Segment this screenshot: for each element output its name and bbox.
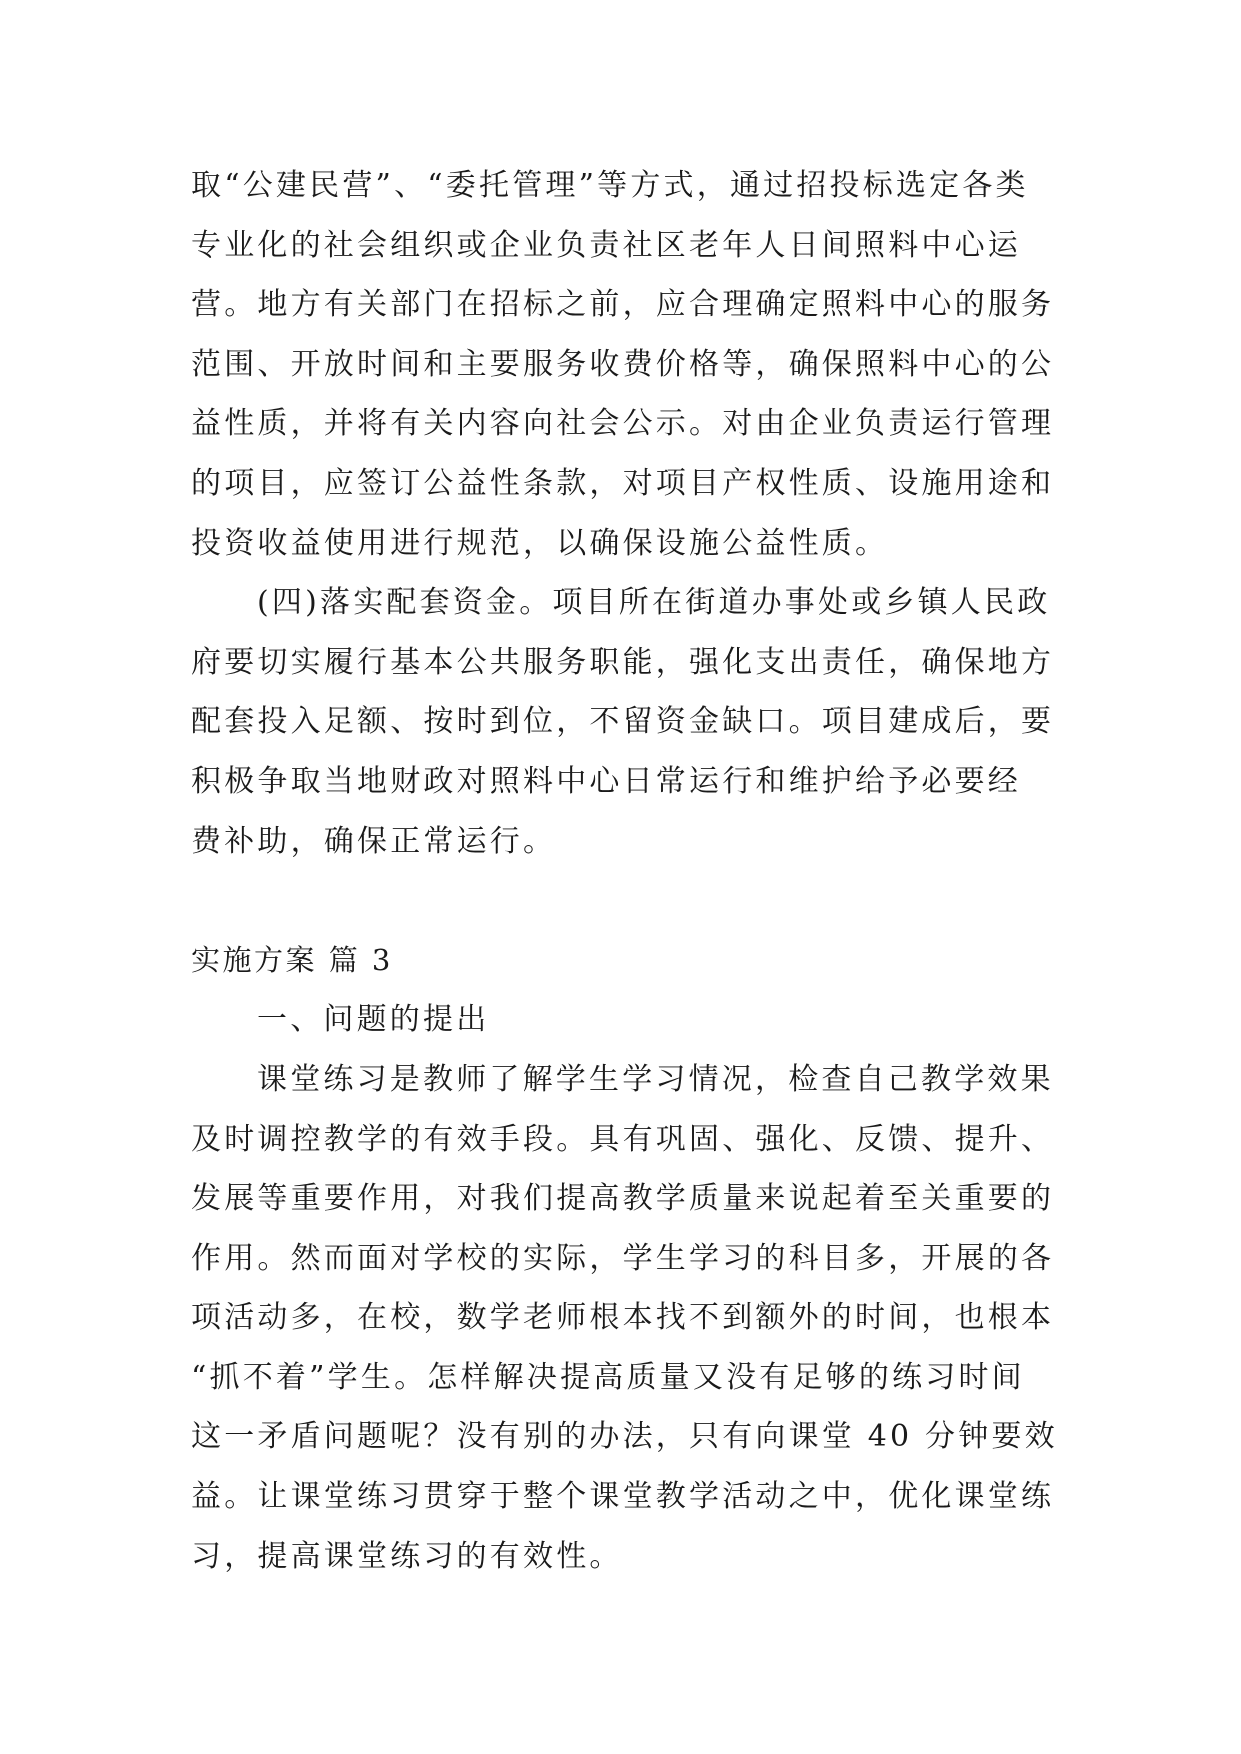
paragraph-line: 府要切实履行基本公共服务职能，强化支出责任，确保地方 bbox=[191, 644, 1055, 680]
paragraph-line: 费补助，确保正常运行。 bbox=[191, 823, 557, 859]
paragraph-line: 范围、开放时间和主要服务收费价格等，确保照料中心的公 bbox=[191, 346, 1055, 382]
paragraph-line: “抓不着”学生。怎样解决提高质量又没有足够的练习时间 bbox=[191, 1359, 1025, 1395]
paragraph-line: 取“公建民营”、“委托管理”等方式，通过招投标选定各类 bbox=[191, 168, 1029, 203]
paragraph-line: 专业化的社会组织或企业负责社区老年人日间照料中心运 bbox=[191, 227, 1021, 263]
paragraph-first-line: (四)落实配套资金。项目所在街道办事处或乡镇人民政 bbox=[257, 585, 1051, 621]
section-spacer bbox=[191, 871, 1051, 931]
paragraph-line: 这一矛盾问题呢？没有别的办法，只有向课堂 40 分钟要效 bbox=[191, 1419, 1058, 1455]
paragraph-matching-funds bbox=[191, 573, 1055, 871]
paragraph-line: 作用。然而面对学校的实际，学生学习的科目多，开展的各 bbox=[191, 1240, 1055, 1276]
section-title: 实施方案 篇 3 bbox=[191, 942, 393, 977]
paragraph-line: 项活动多，在校，数学老师根本找不到额外的时间，也根本 bbox=[191, 1300, 1055, 1336]
paragraph-line: 益性质，并将有关内容向社会公示。对由企业负责运行管理 bbox=[191, 406, 1055, 442]
paragraph-line: 营。地方有关部门在招标之前，应合理确定照料中心的服务 bbox=[191, 287, 1055, 323]
subsection-title: 一、问题的提出 bbox=[257, 1002, 490, 1038]
document-page bbox=[191, 156, 1058, 1586]
paragraph-classroom-practice bbox=[191, 1050, 1058, 1586]
paragraph-line: 配套投入足额、按时到位，不留资金缺口。项目建成后，要 bbox=[191, 704, 1055, 740]
paragraph-first-line: 课堂练习是教师了解学生学习情况，检查自己教学效果 bbox=[257, 1061, 1054, 1097]
paragraph-line: 积极争取当地财政对照料中心日常运行和维护给予必要经 bbox=[191, 763, 1021, 799]
paragraph-line: 习，提高课堂练习的有效性。 bbox=[191, 1538, 623, 1574]
paragraph-public-management bbox=[191, 156, 1055, 573]
paragraph-line: 的项目，应签订公益性条款，对项目产权性质、设施用途和 bbox=[191, 465, 1055, 501]
paragraph-line: 投资收益使用进行规范，以确保设施公益性质。 bbox=[191, 525, 889, 561]
paragraph-line: 及时调控教学的有效手段。具有巩固、强化、反馈、提升、 bbox=[191, 1121, 1055, 1157]
paragraph-line: 益。让课堂练习贯穿于整个课堂教学活动之中，优化课堂练 bbox=[191, 1479, 1055, 1515]
paragraph-line: 发展等重要作用，对我们提高教学质量来说起着至关重要的 bbox=[191, 1181, 1055, 1217]
